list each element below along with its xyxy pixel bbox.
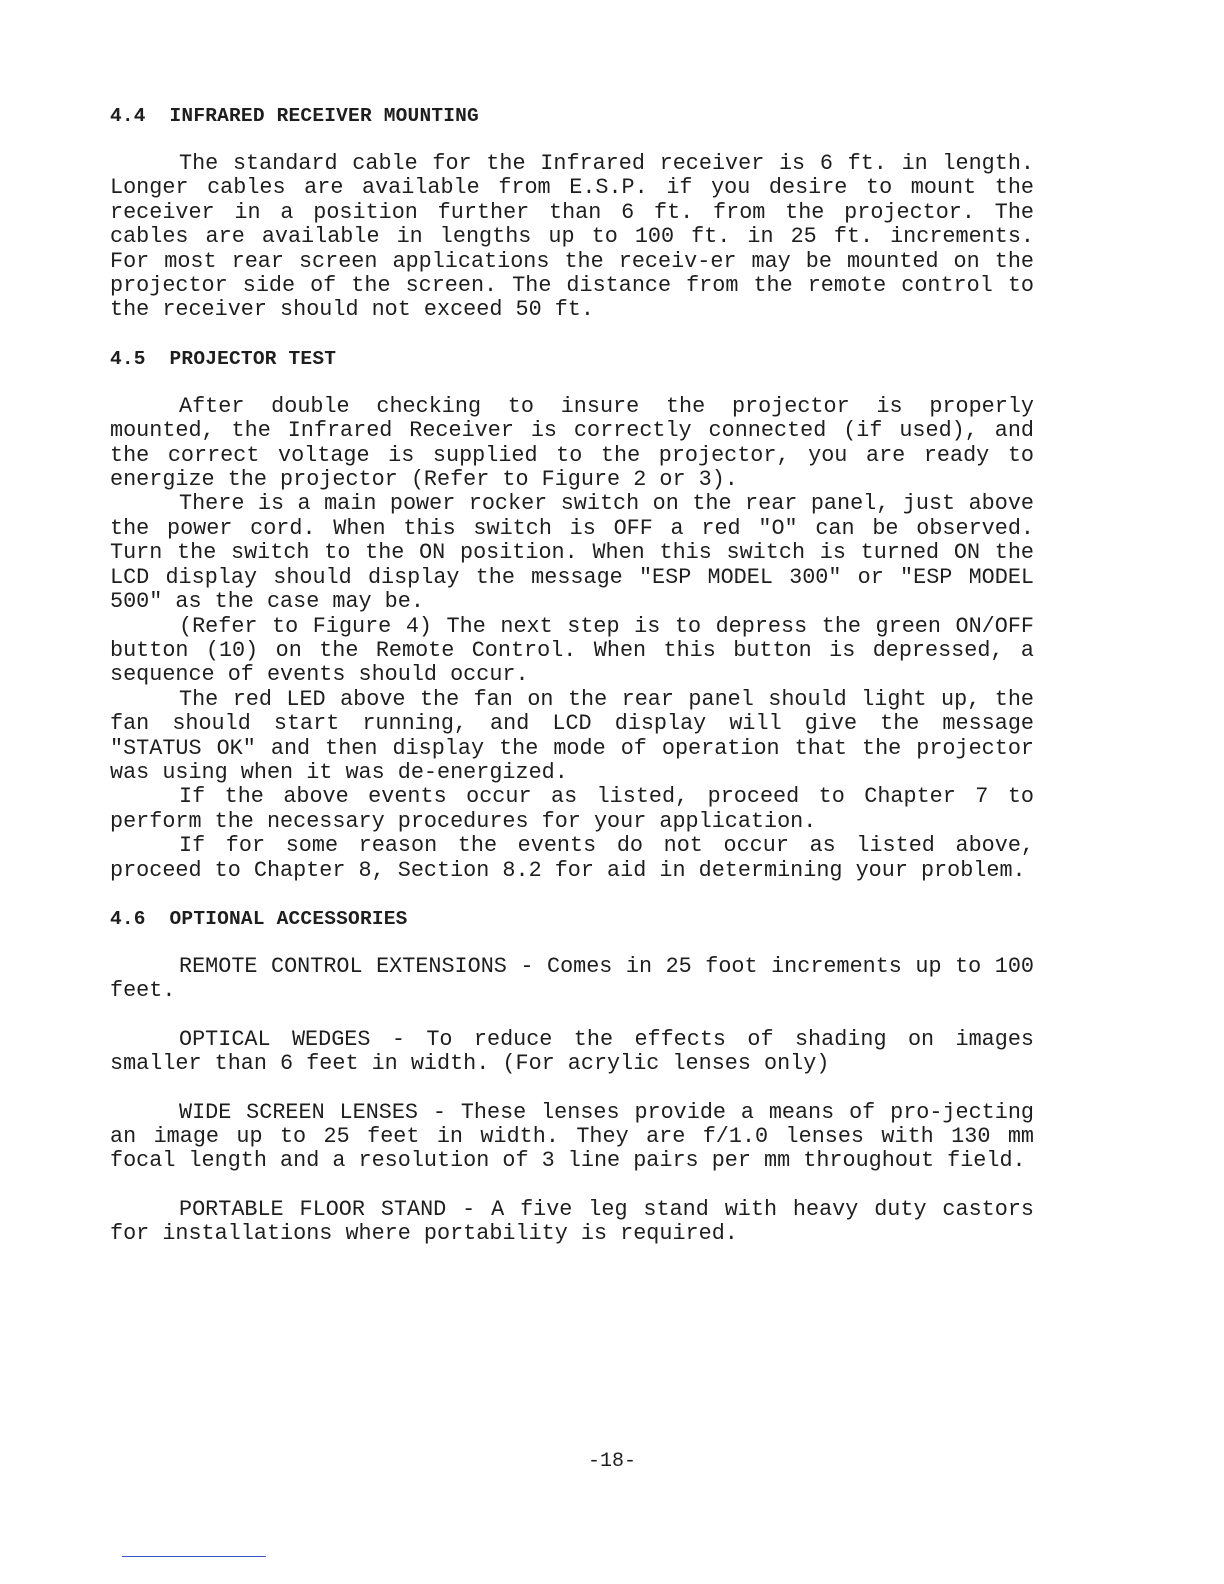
section-heading-4-6: 4.6 OPTIONAL ACCESSORIES (110, 907, 408, 930)
accessory-portable-floor-stand: PORTABLE FLOOR STAND - A five leg stand with heavy duty castors for installations where portability is required. (110, 1196, 1034, 1247)
paragraph-4-5-2: There is a main power rocker switch on the rear panel, just above the power cord. When this switch is OFF a red "O" can be observed. Turn the switch to the ON position. When this switch is turned ON the LCD display should display the message "ESP MODEL 300" or "ESP MODEL 500" as the case may be. (110, 491, 1034, 615)
section-heading-4-5: 4.5 PROJECTOR TEST (110, 347, 337, 370)
paragraph-4-5-1: After double checking to insure the projector is properly mounted, the Infrared Receiver is correctly connected (if used), and the correct voltage is supplied to the projector, you are ready to energize the projector (Refer to Figure 2 or 3). (110, 393, 1034, 493)
paragraph-4-5-4: The red LED above the fan on the rear panel should light up, the fan should start running, and LCD display will give the message "STATUS OK" and then display the mode of operation that the projector was using when it was de-energized. (110, 686, 1034, 785)
footnote-rule (122, 1556, 266, 1557)
page-number: -18- (587, 1450, 636, 1473)
paragraph-4-5-6: If for some reason the events do not occur as listed above, proceed to Chapter 8, Section 8.2 for aid in determining your problem. (110, 833, 1034, 883)
accessory-optical-wedges: OPTICAL WEDGES - To reduce the effects of shading on images smaller than 6 feet in width. (For acrylic lenses only) (110, 1026, 1034, 1077)
paragraph-4-5-3: (Refer to Figure 4) The next step is to depress the green ON/OFF button (10) on the Remote Control. When this button is depressed, a sequence of events should occur. (110, 613, 1034, 688)
document-page (110, 100, 1034, 1247)
paragraph-4-4-1: The standard cable for the Infrared receiver is 6 ft. in length. Longer cables are available from E.S.P. if you desire to mount the receiver in a position further than 6 ft. from the projector. The cables are available in lengths up to 100 ft. in 25 ft. increments. For most rear screen applications the receiv-er may be mounted on the projector side of the screen. The distance from the remote control to the receiver should not exceed 50 ft. (110, 151, 1034, 323)
accessory-wide-screen-lenses: WIDE SCREEN LENSES - These lenses provide a means of pro-jecting an image up to 25 feet in width. They are f/1.0 lenses with 130 mm focal length and a resolution of 3 line pairs per mm throughout field. (110, 1099, 1034, 1174)
paragraph-4-5-5: If the above events occur as listed, proceed to Chapter 7 to perform the necessary procedures for your application. (110, 784, 1034, 834)
accessory-remote-control-extensions: REMOTE CONTROL EXTENSIONS - Comes in 25 foot increments up to 100 feet. (110, 953, 1034, 1004)
section-heading-4-4: 4.4 INFRARED RECEIVER MOUNTING (110, 105, 479, 127)
